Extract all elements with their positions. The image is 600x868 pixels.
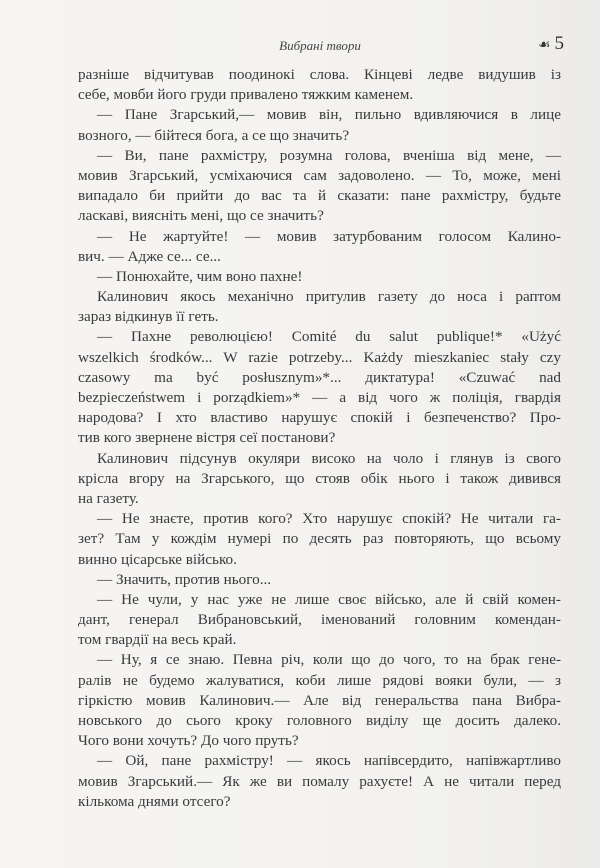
paragraph: [78, 650, 561, 751]
text-line: винно цісарське військо.: [78, 550, 237, 568]
text-line: народова? І хто властиво нарушує спокій і безпеченство? Про-: [78, 409, 561, 427]
text-line: вич. — Адже се... се...: [78, 247, 221, 265]
paragraph: [78, 105, 561, 145]
text-line: на газету.: [78, 489, 139, 507]
paragraph: [78, 751, 561, 812]
page-number: [538, 33, 564, 55]
text-line: мовив Згарський, усміхаючися сам задоволено. — То, може, мені: [78, 166, 561, 184]
text-line: том гвардії на весь край.: [78, 631, 237, 649]
text-line: себе, мовби його груди привалено тяжким каменем.: [78, 86, 414, 104]
text-line: — Не знаєте, против кого? Хто нарушує спокій? Не читали га-: [97, 510, 561, 528]
ornament-icon: ☙: [537, 38, 551, 53]
text-line: — Пане Згарський,— мовив він, пильно вдивляючися в лице: [97, 106, 561, 124]
text-line: — Не жартуйте! — мовив затурбованим голосом Калино-: [97, 227, 561, 245]
text-line: новського до сього кроку головного виділу ще досить далеко.: [78, 712, 561, 729]
paragraph: [78, 267, 561, 287]
text-line: мовив Згарський.— Як же ви помалу рахуєте! А не читали перед: [78, 772, 561, 790]
text-line: Калинович якось механічно притулив газету до носа і раптом: [97, 288, 561, 306]
body-text: [78, 65, 561, 812]
text-line: тив кого звернене вістря сеї постанови?: [78, 429, 336, 447]
text-line: гіркістю мовив Калинович.— Але від генеральства пана Вибра-: [78, 691, 561, 709]
paragraph: [78, 449, 561, 510]
running-head-title: Вибрані твори: [279, 38, 361, 53]
page-number-text: 5: [554, 33, 564, 54]
text-line: крісла вгору на Згарського, що стояв обік нього і також дивився: [78, 469, 561, 487]
text-line: — Ну, я се знаю. Певна річ, коли що до чого, то на брак гене-: [97, 651, 561, 669]
text-line: Калинович підсунув окуляри високо на чоло і глянув із свого: [97, 449, 561, 467]
text-line: випадало би прийти до вас та й сказати: пане рахмістру, будьте: [78, 187, 561, 205]
text-line: czasowy ma być posłusznym»*... диктатура! «Czuwać nad: [78, 368, 561, 386]
paragraph: [78, 287, 561, 327]
text-line: bezpieczeństwem i porządkiem»* — а від чого ж поліція, гвардія: [78, 389, 561, 406]
text-line: зет? Там у кождім нумері по десять раз повторяють, що всьому: [78, 530, 561, 548]
text-line: — Ой, пане рахмістру! — якось напівсердито, напівжартливо: [97, 752, 561, 770]
text-line: — Значить, против нього...: [97, 570, 272, 588]
text-line: Чого вони хочуть? До чого пруть?: [78, 732, 299, 750]
text-line: — Пахне революцією! Comité du salut publique!* «Użyć: [97, 328, 561, 346]
text-line: — Ви, пане рахмістру, розумна голова, вченіша від мене, —: [97, 146, 561, 164]
text-line: кількома днями отсего?: [78, 792, 231, 810]
text-line: ралів не будемо жалуватися, коби лише рядові вояки були, — з: [78, 671, 561, 689]
text-line: дант, генерал Вибрановський, іменований головним комендан-: [78, 611, 561, 629]
paragraph: [78, 590, 561, 651]
text-line: wszelkich środków... W razie potrzeby... Każdy mieszkaniec stały czy: [78, 348, 561, 366]
paragraph: [78, 65, 561, 105]
text-line: ласкаві, виясніть мені, що се значить?: [78, 207, 324, 225]
paragraph: [78, 146, 561, 227]
text-line: возного, — бійтеся бога, а се що значить?: [78, 126, 350, 144]
paragraph: [78, 327, 561, 448]
paragraph: [78, 509, 561, 570]
paragraph: [78, 570, 561, 590]
text-line: разніше відчитував поодинокі слова. Кінцеві ледве видушив із: [78, 66, 561, 83]
paragraph: [78, 227, 561, 267]
text-line: зараз відкинув її геть.: [78, 308, 219, 326]
text-line: — Понюхайте, чим воно пахне!: [97, 267, 303, 285]
text-line: — Не чули, у нас уже не лише своє військо, але й свій комен-: [97, 590, 561, 608]
